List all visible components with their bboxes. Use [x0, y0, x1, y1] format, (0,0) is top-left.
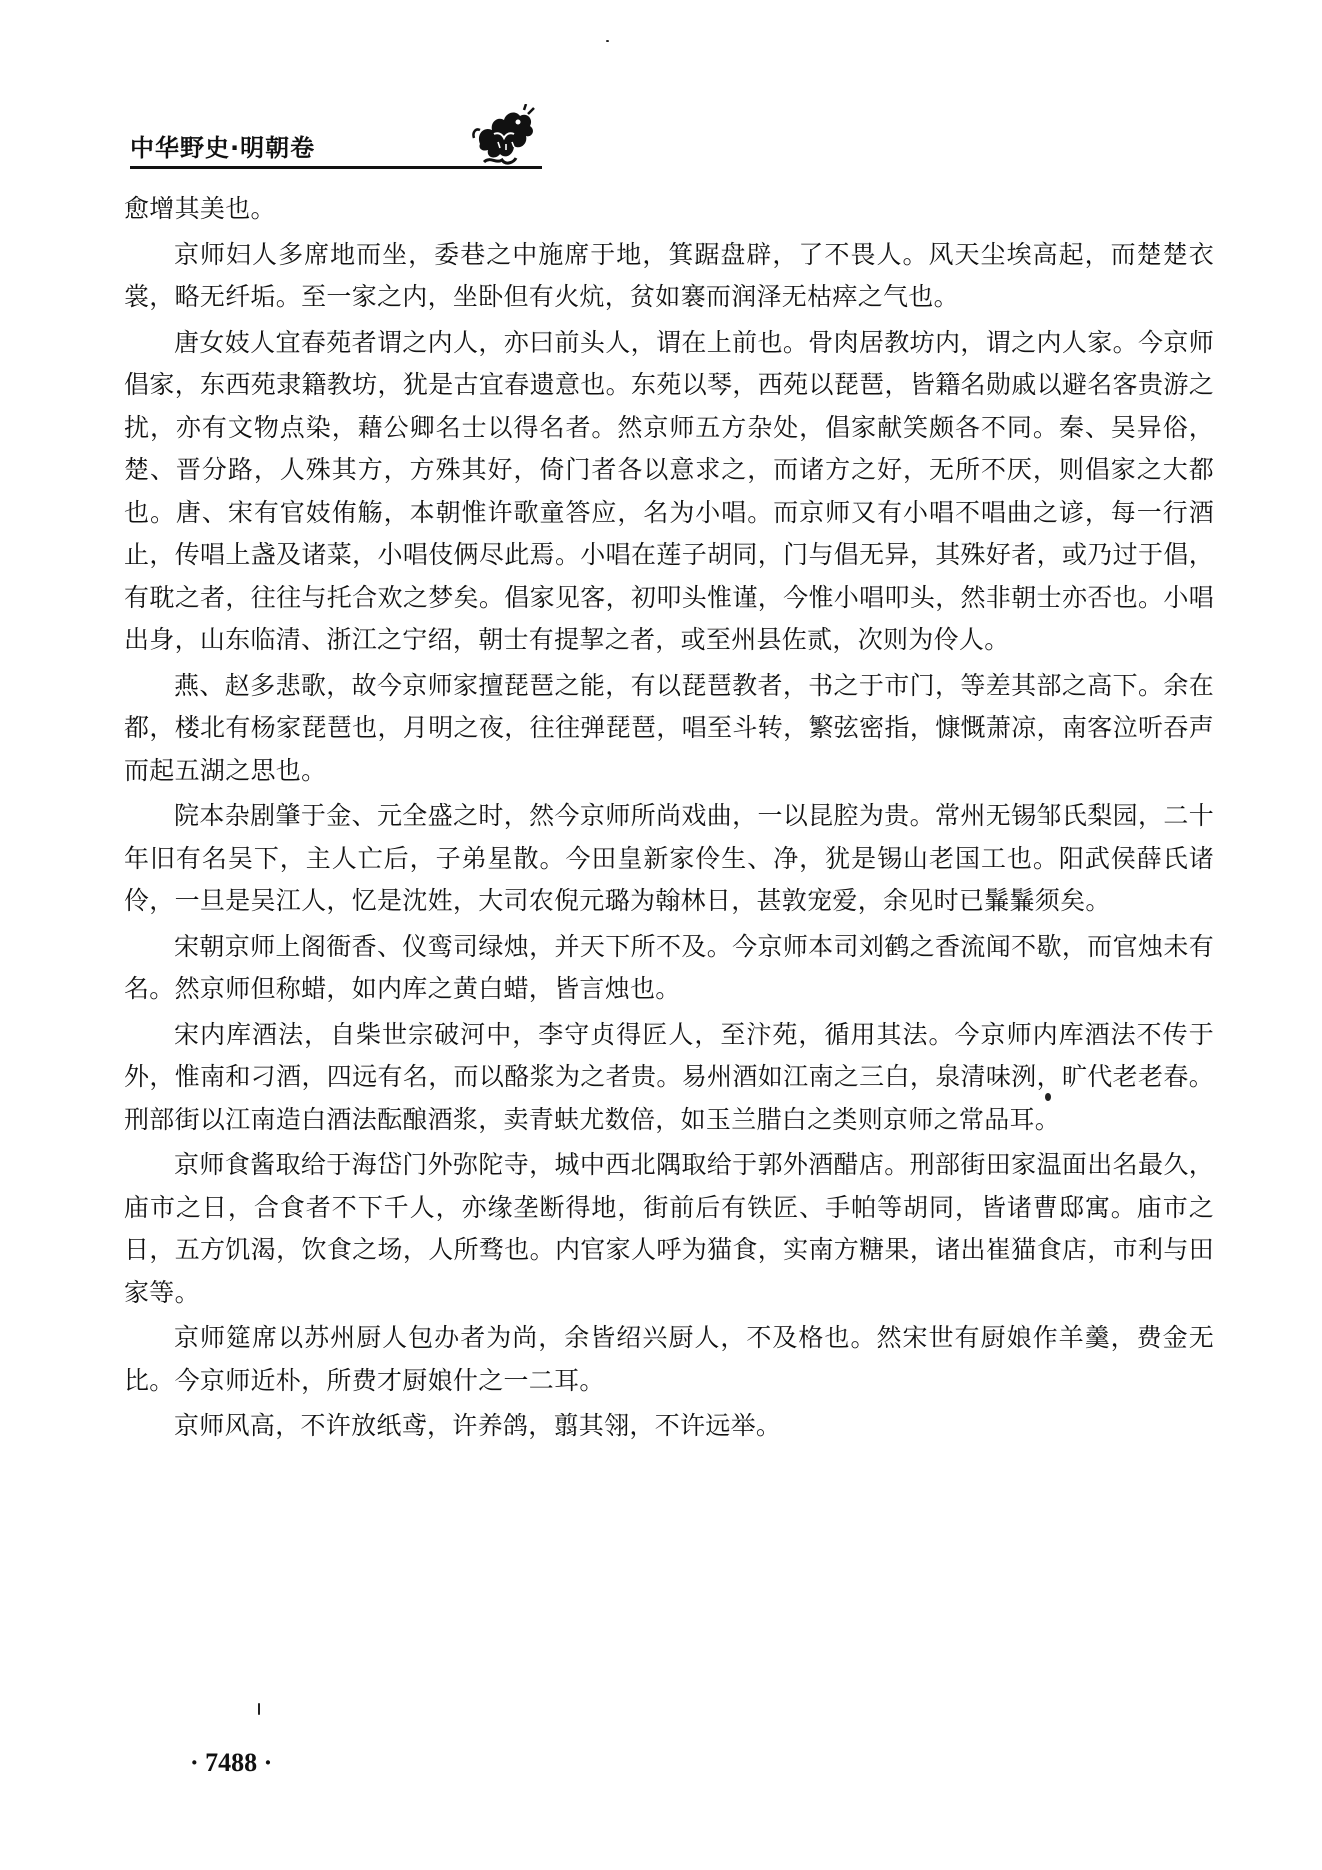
page-number: · 7488 · — [190, 1748, 273, 1777]
paragraph: 京师食酱取给于海岱门外弥陀寺，城中西北隅取给于郭外酒醋店。刑部街田家温面出名最久，庙市之日，合食者不下千人，亦缘垄断得地，街前后有铁匠、手帕等胡同，皆诸曹邸寓。庙市之日，五方饥渴，饮食之场，人所骛也。内官家人呼为猫食，实南方糖果，诸出崔猫食店，市利与田家等。 — [124, 1150, 1214, 1307]
scan-speck — [606, 40, 609, 42]
paragraph: 京师风高，不许放纸鸢，许养鸽，翦其翎，不许远举。 — [174, 1411, 782, 1440]
book-title: 中华野史·明朝卷 — [130, 134, 316, 162]
running-header — [130, 108, 542, 178]
paragraph: 唐女妓人宜春苑者谓之内人，亦曰前头人，谓在上前也。骨肉居教坊内，谓之内人家。今京师倡家，东西苑隶籍教坊，犹是古宜春遗意也。东苑以琴，西苑以琵琶，皆籍名勋戚以避名客贵游之扰，亦有文物点染，藉公卿名士以得名者。然京师五方杂处，倡家献笑颇各不同。秦、吴异俗，楚、晋分路，人殊其方，方殊其好，倚门者各以意求之，而诸方之好，无所不厌，则倡家之大都也。唐、宋有官妓侑觞，本朝惟许歌童答应，名为小唱。而京师又有小唱不唱曲之谚，每一行酒止，传唱上盏及诸菜，小唱伎俩尽此焉。小唱在莲子胡同，门与倡无异，其殊好者，或乃过于倡，有耽之者，往往与托合欢之梦矣。倡家见客，初叩头惟谨，今惟小唱叩头，然非朝士亦否也。小唱出身，山东临清、浙江之宁绍，朝士有提挈之者，或至州县佐贰，次则为伶人。 — [124, 327, 1214, 654]
body-text — [124, 188, 1214, 1451]
scan-speck — [258, 1703, 260, 1715]
paragraph: 燕、赵多悲歌，故今京师家擅琵琶之能，有以琵琶教者，书之于市门，等差其部之高下。余在都，楼北有杨家琵琶也，月明之夜，往往弹琵琶，唱至斗转，繁弦密指，慷慨萧凉，南客泣听吞声而起五湖之思也。 — [124, 670, 1214, 785]
paragraph: 宋朝京师上阁衙香、仪鸾司绿烛，并天下所不及。今京师本司刘鹤之香流闻不歇，而官烛未有名。然京师但称蜡，如内库之黄白蜡，皆言烛也。 — [124, 931, 1214, 1003]
paragraph: 京师妇人多席地而坐，委巷之中施席于地，箕踞盘辟，了不畏人。风天尘埃高起，而楚楚衣裳，略无纤垢。至一家之内，坐卧但有火炕，贫如褰而润泽无枯瘁之气也。 — [124, 239, 1214, 311]
header-rule — [130, 166, 542, 169]
paragraph: 愈增其美也。 — [124, 194, 276, 223]
scan-speck — [1045, 1093, 1051, 1101]
dragon-emblem-icon — [470, 104, 538, 170]
paragraph: 京师筵席以苏州厨人包办者为尚，余皆绍兴厨人，不及格也。然宋世有厨娘作羊羹，费金无比。今京师近朴，所费才厨娘什之一二耳。 — [124, 1323, 1214, 1395]
paragraph: 院本杂剧肇于金、元全盛之时，然今京师所尚戏曲，一以昆腔为贵。常州无锡邹氏梨园，二十年旧有名吴下，主人亡后，子弟星散。今田皇新家伶生、净，犹是锡山老国工也。阳武侯薛氏诸伶，一旦是吴江人，忆是沈姓，大司农倪元璐为翰林日，甚敦宠爱，余见时已鬑鬑须矣。 — [124, 801, 1214, 915]
paragraph: 宋内库酒法，自柴世宗破河中，李守贞得匠人，至汴苑，循用其法。今京师内库酒法不传于外，惟南和刁酒，四远有名，而以酪浆为之者贵。易州酒如江南之三白，泉清味洌，旷代老老春。刑部街以江南造白酒法酝酿酒浆，卖青蚨尤数倍，如玉兰腊白之类则京师之常品耳。 — [124, 1019, 1214, 1134]
